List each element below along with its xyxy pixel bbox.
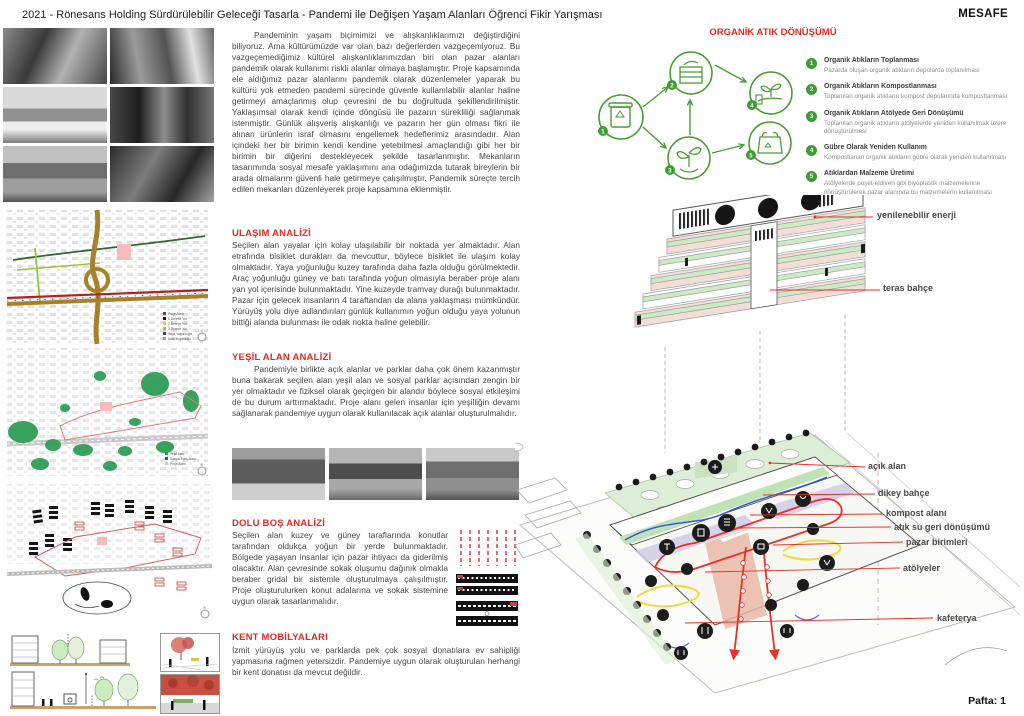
label-atolyeler: atölyeler bbox=[903, 563, 941, 573]
transport-analysis-map bbox=[5, 208, 210, 346]
competition-title: 2021 - Rönesans Holding Sürdürülebilir Geleceği Tasarla - Pandemi ile Değişen Yaşam Alanları Öğrenci Fikir Yarışması bbox=[22, 9, 603, 21]
intro-paragraph: Pandeminin yaşam biçimimizi ve alışkanlıklarımızı değiştirdiğini biliyoruz. Ama kültürümüzde var olan bazı değerlerden vazgeçemiyoruz. Bu vazgeçemediğimiz kültürel alışkanlıklarımızdan biri olan pazar alanları pandemik olarak kullanımı riskli alanlar olmaya başlamıştır. Proje kapsamında ele aldığımız pazar alanlarını pandemik olarak düzenlemeler yaparak bu kültürü yok etmeden pandemi sürecinde güvenle kullanılabilir alanlar haline getirmeyi amaçlanmış olup çevresini de bu doğrultuda şekillendirilmiştir. Yaklaşımsal olarak kendi içinde döngüsü ile pazarın sürekliliği sağlanmak istenmiştir. Günlük alışveriş alışkanlığı ve pazarın her gün olması fikri ile alınan ürünlerin israf olmasını engellemek hedeflerimiz arasındadır. Alan içindeki her bir birimin kendi kendine yetebilmesi amaçlandığı gibi her bir birimin bir diğerini destekleyecek şekilde tasarlanmıştır. Mekanların tasarımında sosyal mesafe yaklaşımını ana odağımızda tutarak bireylerin bir arada olmalarını güvenli hale getirmeye çalışılmıştır. Pandemik süreçte tercih edilen mekanları düzenleyerek proje kapsamına eklenmiştir. bbox=[232, 30, 520, 195]
section-text-kentMobilyalari: İzmit yürüyüş yolu ve parklarda pek çok sosyal donatılara ev sahipliği yapmasına rağmen yetersizdir. Pandemiye uygun olarak oluşturulan herhangi bir kent donatısı da mevcut değildir. bbox=[232, 645, 520, 678]
label-acik-alan: açık alan bbox=[868, 461, 907, 471]
svg-text:1.Derece Yol: 1.Derece Yol bbox=[168, 317, 187, 321]
svg-text:3.Derece Yol: 3.Derece Yol bbox=[168, 327, 187, 331]
plant-recycle-icon bbox=[665, 137, 710, 179]
svg-text:1: 1 bbox=[601, 129, 605, 136]
svg-text:K: K bbox=[200, 462, 204, 467]
organik-step: 3 Organik Atıkların Atölyede Geri Dönüşümü Toplanılan organik atıkların atölyelerde yeniden kullanılmak üzere dönüştürülmesi bbox=[806, 110, 1020, 136]
svg-text:Yeşil Alan: Yeşil Alan bbox=[170, 452, 185, 456]
svg-text:Yaya Yoğunluğu: Yaya Yoğunluğu bbox=[168, 332, 192, 336]
svg-text:K: K bbox=[203, 605, 207, 610]
figure-ground-strip bbox=[456, 600, 518, 628]
step-number-badge: 4 bbox=[806, 145, 817, 156]
section-heading-doluBos: DOLU BOŞ ANALİZİ bbox=[232, 518, 326, 529]
urban-furniture-sketch bbox=[160, 674, 220, 714]
urban-furniture-sketch bbox=[160, 633, 220, 672]
site-photo bbox=[110, 87, 214, 143]
figure-ground-strip bbox=[456, 572, 518, 598]
figure-ground-map bbox=[5, 482, 215, 627]
section-text-ulasim: Seçilen alan yayalar için kolay ulaşılabilir bir noktada yer almaktadır. Alan etrafında bisiklet durakları da mevcuttur, böylece bisiklet ile ulaşım kolay olmaktadır. Yaya yoğunluğu kuzey tarafında daha fazla olduğu görülmektedir. Araç yoğunluğu güney ve batı tarafında yoğun olmasıyla beraber proje alanı yan yol içerisinde bulunmaktadır. Yine kuzeyde tramvay durağı bulunmaktadır. Pazar için gelecek insanların 4 taraftandan da alana yaklaşması mümkündür. Yürüyüş yolu diye adlandırılan günlük kullanımın yoğun olduğu yaya yolunun bittiği alanda bulunması ile odak nokta haline gelebilir. bbox=[232, 240, 520, 328]
compost-bin-icon bbox=[667, 52, 712, 94]
site-photo bbox=[3, 146, 107, 202]
svg-text:2.Derece Yol: 2.Derece Yol bbox=[168, 322, 187, 326]
bio-bag-icon bbox=[746, 122, 791, 164]
organik-steps-list bbox=[806, 57, 1020, 205]
hand-seedling-icon bbox=[747, 72, 792, 114]
site-photo bbox=[3, 28, 107, 84]
svg-text:K: K bbox=[200, 328, 204, 333]
svg-text:Sosyal Park Alanı: Sosyal Park Alanı bbox=[170, 457, 196, 461]
organik-flow-diagram bbox=[596, 45, 816, 210]
svg-text:3: 3 bbox=[668, 168, 672, 175]
axonometric-site-drawing bbox=[515, 195, 1020, 700]
step-number-badge: 1 bbox=[806, 58, 817, 69]
park-photo bbox=[426, 448, 519, 500]
label-yenilenebilir-enerji: yenilenebilir enerji bbox=[877, 210, 957, 220]
terraced-building bbox=[635, 195, 865, 327]
park-photo-strip bbox=[232, 448, 520, 500]
section-text-doluBos: Seçilen alan kuzey ve güney taraflarında konutlar tarafından oldukça yoğun bir yerde bulunmaktadır. Bölgede yaşayan insanlar için pazar ihtiyacı da giderilmiş olacaktır. Alan çevresinde sokak oluşumu dağınık olmakla beraber gridal bir sistemle oluşturulmaya çalışılmıştır. Proje oluşturulurken konut adalarına ve sokak sistemine uygun olarak tasarlanmalıdır. bbox=[232, 530, 448, 607]
svg-text:2: 2 bbox=[670, 83, 674, 90]
site-photo bbox=[3, 87, 107, 143]
label-dikey-bahce: dikey bahçe bbox=[878, 488, 930, 498]
sheet-number: Pafta: 1 bbox=[968, 695, 1006, 707]
section-heading-ulasim: ULAŞIM ANALİZİ bbox=[232, 228, 311, 239]
street-sections-drawing bbox=[8, 630, 158, 712]
site-photo-grid bbox=[3, 28, 216, 202]
label-pazar-birimleri: pazar birimleri bbox=[906, 537, 968, 547]
step-number-badge: 2 bbox=[806, 84, 817, 95]
svg-text:5: 5 bbox=[749, 153, 753, 160]
green-analysis-map bbox=[5, 346, 210, 478]
svg-text:Proje Alanı: Proje Alanı bbox=[168, 312, 184, 316]
section-heading-yesil: YEŞİL ALAN ANALİZİ bbox=[232, 352, 332, 363]
organik-step: 1 Organik Atıkların Toplanması Pazarda oluşan organik atıkların depolarda toplanılması bbox=[806, 57, 1020, 75]
svg-text:Araç Yoğunluğu: Araç Yoğunluğu bbox=[168, 337, 192, 341]
site-photo bbox=[110, 146, 214, 202]
svg-text:Proje Alanı: Proje Alanı bbox=[170, 462, 186, 466]
recycle-bin-icon bbox=[598, 95, 643, 139]
label-kafeterya: kafeterya bbox=[937, 613, 977, 623]
svg-text:4: 4 bbox=[750, 103, 754, 110]
section-text-yesil: Pandemiyle birlikte açık alanlar ve parklar daha çok önem kazanmıştır buna bakarak seçilen alan yeşil alan ve sosyal parklar açısından zengin bir yer olmaktadır ve fiziksel olarak geçirgen bir alandır böylece sosyal etkileşimi de bu durum arttırmaktadır. Proje alanı gelen insanlar için yeşilliğin devamı sağlanarak pandemiye uygun olarak kullanılacak açık alanlar oluşturulmalıdır. bbox=[232, 364, 520, 419]
site-photo bbox=[110, 28, 214, 84]
step-number-badge: 5 bbox=[806, 171, 817, 182]
label-teras-bahce: teras bahçe bbox=[883, 283, 934, 293]
organik-step: 2 Organik Atıkların Kompostlanması Toplanılan organik atıkların kompost depolarında kompostlanması bbox=[806, 83, 1020, 101]
street-pattern-diagram bbox=[456, 528, 518, 568]
organik-heading: ORGANİK ATIK DÖNÜŞÜMÜ bbox=[709, 27, 837, 38]
section-heading-kentMobilyalari: KENT MOBİLYALARI bbox=[232, 632, 328, 643]
label-kompost-alani: kompost alanı bbox=[886, 508, 947, 518]
park-photo bbox=[232, 448, 325, 500]
park-photo bbox=[329, 448, 422, 500]
organik-step: 4 Gübre Olarak Yeniden Kullanım Kompostlanan organik atıkların gübre olarak yeniden kullanılması bbox=[806, 144, 1020, 162]
project-name: MESAFE bbox=[958, 8, 1008, 20]
step-number-badge: 3 bbox=[806, 111, 817, 122]
label-atik-su: atık su geri dönüşümü bbox=[894, 522, 991, 532]
organik-step: 5 Atıklardan Malzeme Üretimi Atölyelerde poşet-eldiven gibi biyoplastik malzemelerine dönüştürülerek pazar alanında bu malzemelerin kullanılması bbox=[806, 170, 1020, 196]
